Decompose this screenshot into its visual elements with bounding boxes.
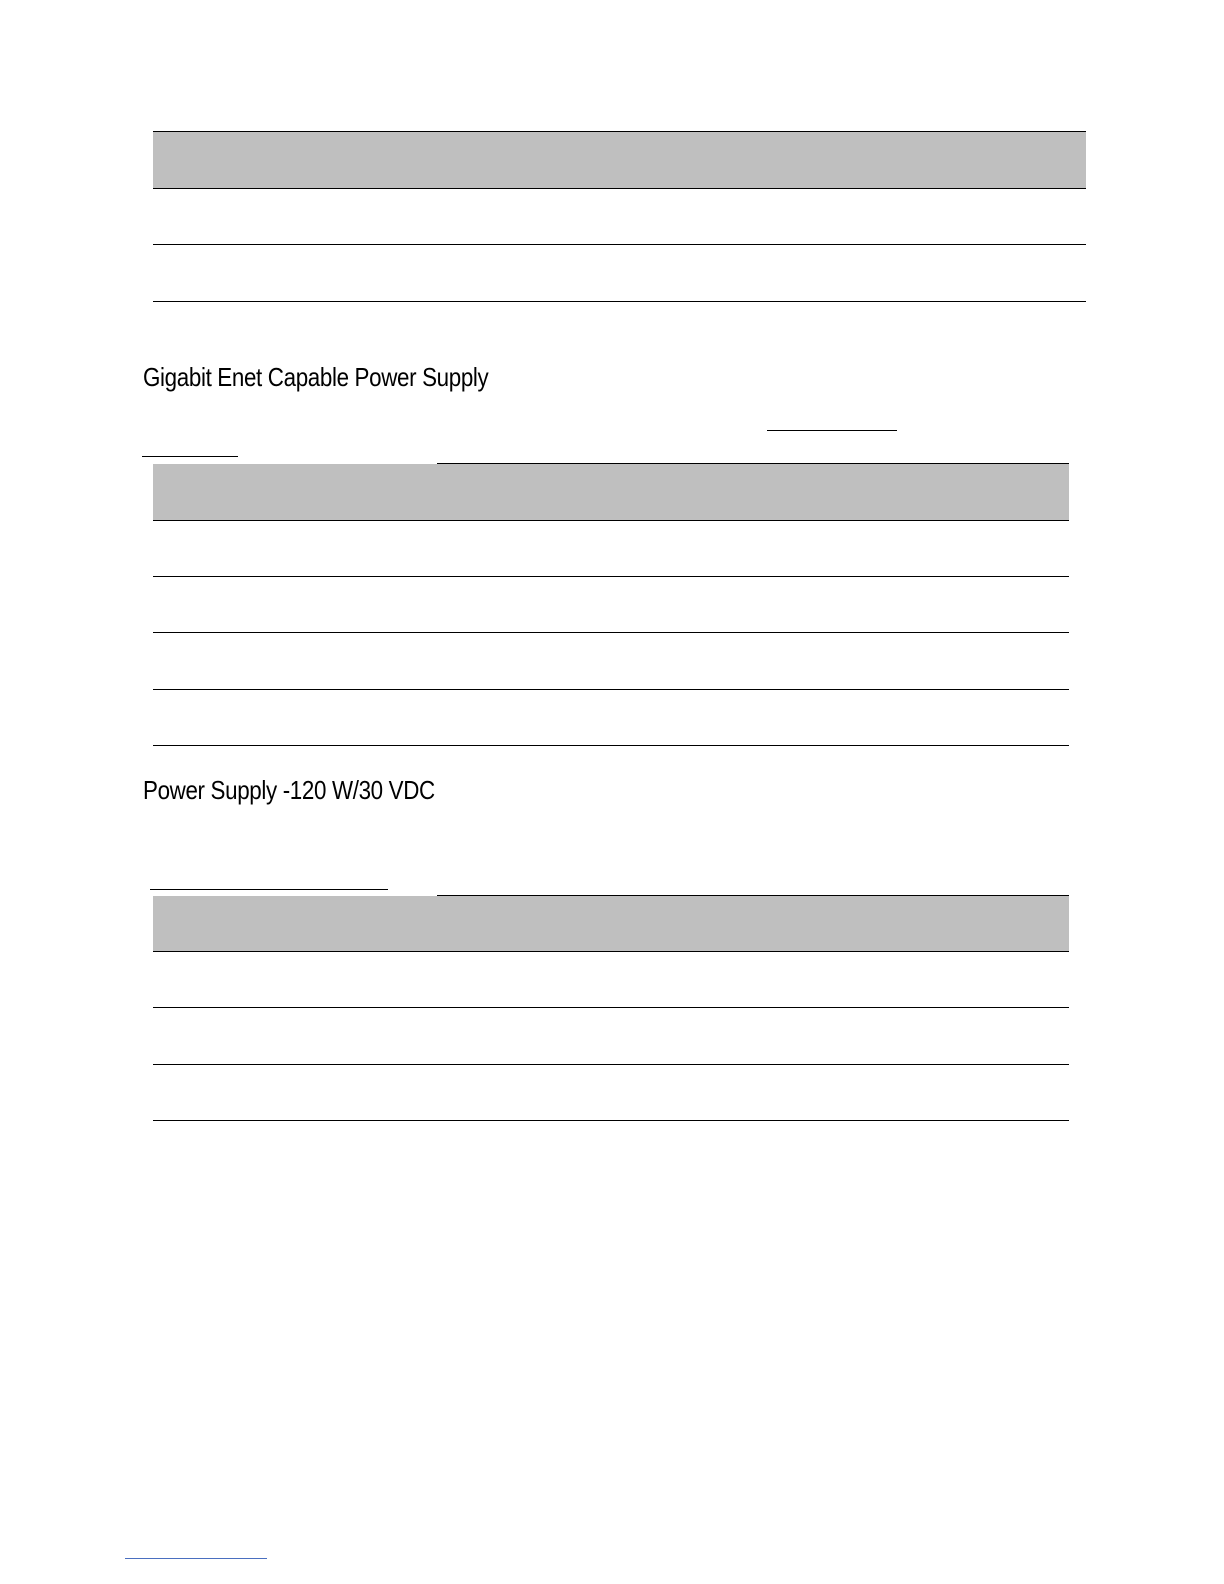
table-1-header-rule	[153, 188, 1086, 189]
table-2-header-row	[153, 464, 1069, 520]
table-3-row-2-rule	[153, 1064, 1069, 1065]
table-2-row-1-rule	[153, 576, 1069, 577]
table-1-top-rule	[153, 131, 1086, 132]
link-underline[interactable]	[150, 889, 388, 890]
table-1-row-2-rule	[153, 301, 1086, 302]
link-underline[interactable]	[142, 456, 238, 457]
table-2-row-3-rule	[153, 689, 1069, 690]
table-2-top-rule	[437, 463, 1069, 464]
table-3-header-rule	[153, 951, 1069, 952]
link-underline[interactable]	[767, 430, 897, 431]
table-3-row-1-rule	[153, 1007, 1069, 1008]
table-2-header-rule	[153, 520, 1069, 521]
table-3-header-row	[153, 896, 1069, 951]
table-3-top-rule	[437, 895, 1069, 896]
table-1-row-1-rule	[153, 244, 1086, 245]
table-2-row-2-rule	[153, 632, 1069, 633]
table-2-row-4-rule	[153, 745, 1069, 746]
table-1-header-row	[153, 132, 1086, 188]
table-3-row-3-rule	[153, 1120, 1069, 1121]
section-title-power-supply-120w: Power Supply -120 W/30 VDC	[143, 775, 435, 805]
footer-link-underline[interactable]	[125, 1558, 267, 1559]
section-title-gigabit-power-supply: Gigabit Enet Capable Power Supply	[143, 362, 489, 392]
